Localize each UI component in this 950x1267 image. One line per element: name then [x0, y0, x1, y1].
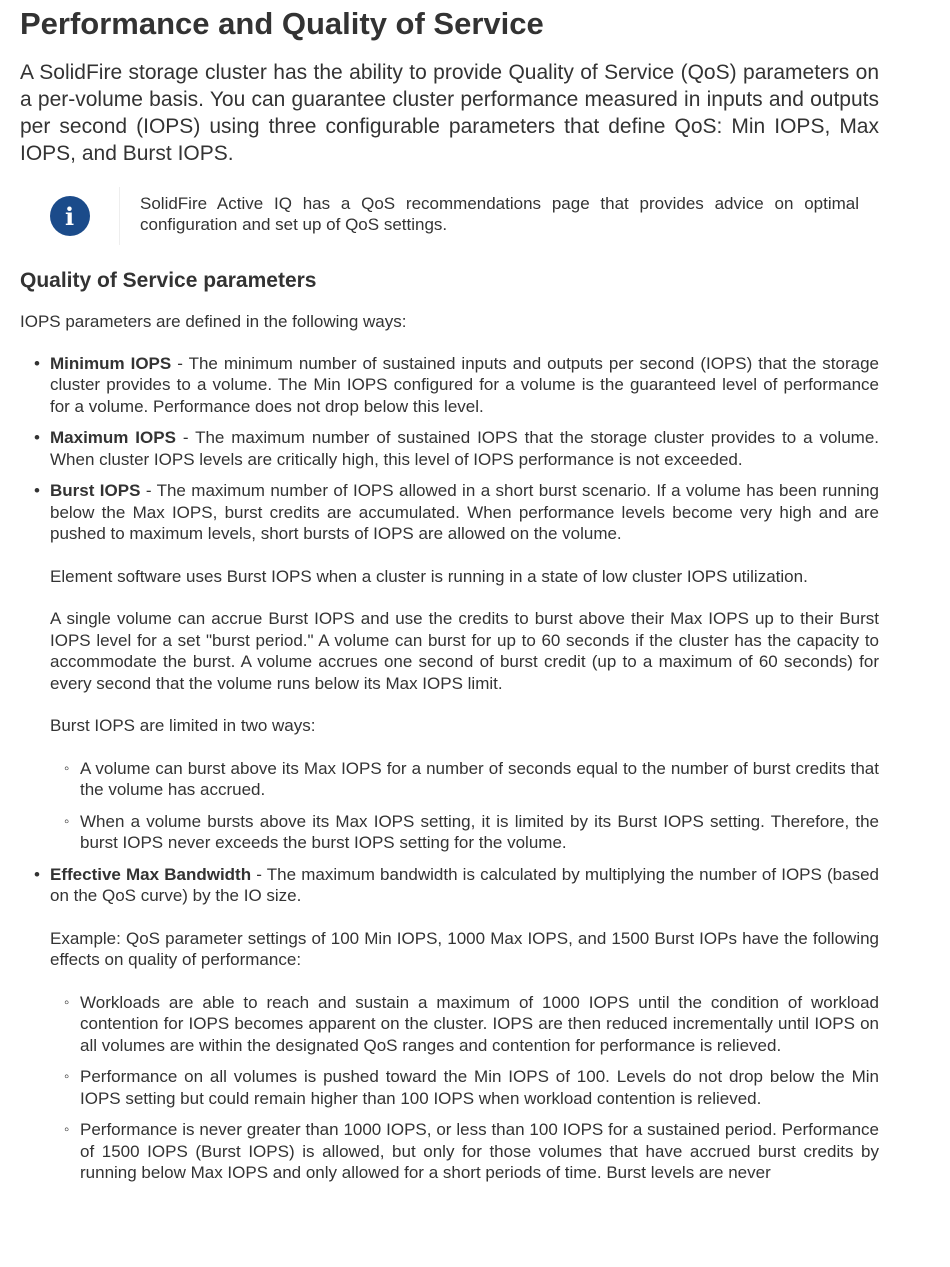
desc-minimum-iops: - The minimum number of sustained inputs and outputs per second (IOPS) that the storage cluster provides to a volume. The Min IOPS configured for a volume is the guaranteed level of performance for a volume. Performance does not drop below this level.	[50, 353, 879, 416]
sub-list-item: ◦ When a volume bursts above its Max IOPS setting, it is limited by its Burst IOPS setting. Therefore, the burst IOPS never exceeds the burst IOPS setting for the volume.	[50, 811, 879, 854]
desc-maximum-iops: - The maximum number of sustained IOPS that the storage cluster provides to a volume. When cluster IOPS levels are critically high, this level of IOPS performance is not exceeded.	[50, 428, 879, 469]
example-effects-list	[50, 992, 879, 1184]
burst-intro	[50, 480, 879, 545]
iops-parameter-list	[20, 353, 879, 1184]
sub-list-item: ◦ A volume can burst above its Max IOPS for a number of seconds equal to the number of burst credits that the volume has accrued.	[50, 758, 879, 801]
note-text: SolidFire Active IQ has a QoS recommendations page that provides advice on optimal configuration and set up of QoS settings.	[140, 194, 859, 234]
bandwidth-example: Example: QoS parameter settings of 100 Min IOPS, 1000 Max IOPS, and 1500 Burst IOPs have the following effects on quality of performance:	[50, 928, 879, 969]
sub-list-item: ◦ Performance on all volumes is pushed toward the Min IOPS of 100. Levels do not drop below the Min IOPS setting but could remain higher than 100 IOPS when workload contention is relieved.	[50, 1066, 879, 1109]
burst-paragraph-3: Burst IOPS are limited in two ways:	[50, 716, 316, 735]
list-item-burst-iops	[20, 480, 879, 854]
info-icon: i	[50, 196, 90, 236]
sub-list-item: ◦ Performance is never greater than 1000 IOPS, or less than 100 IOPS for a sustained period. Performance of 1500 IOPS (Burst IOPS) is allowed, but only for those volumes that have accrued burst credits by running below Max IOPS and only allowed for a short periods of time. Burst levels are never	[50, 1119, 879, 1184]
burst-paragraph-1: Element software uses Burst IOPS when a cluster is running in a state of low cluster IOPS utilization.	[50, 566, 808, 586]
section-intro: IOPS parameters are defined in the following ways:	[20, 312, 407, 331]
term-effective-max-bandwidth: Effective Max Bandwidth	[50, 864, 252, 884]
burst-paragraph-2: A single volume can accrue Burst IOPS and use the credits to burst above their Max IOPS up to their Burst IOPS level for a set "burst period." A volume can burst for up to 60 seconds if the cluster has the capacity to accommodate the burst. A volume accrues one second of burst credit (up to a maximum of 60 seconds) for every second that the volume runs below its Max IOPS limit.	[50, 609, 879, 693]
bandwidth-intro	[50, 864, 879, 907]
list-item-minimum-iops	[20, 353, 879, 418]
list-item-effective-max-bandwidth	[20, 864, 879, 1184]
desc-effective-max-bandwidth: - The maximum bandwidth is calculated by multiplying the number of IOPS (based on the QoS curve) by the IO size.	[50, 864, 879, 905]
term-minimum-iops: Minimum IOPS	[50, 353, 172, 373]
term-burst-iops: Burst IOPS	[50, 481, 141, 500]
sub-list-item: ◦ Workloads are able to reach and sustain a maximum of 1000 IOPS until the condition of workload contention for IOPS becomes apparent on the cluster. IOPS are then reduced incrementally until IOPS on all volumes are within the designated QoS ranges and contention for performance is relieved.	[50, 992, 879, 1057]
page-title: Performance and Quality of Service	[20, 6, 544, 41]
desc-burst-iops: - The maximum number of IOPS allowed in a short burst scenario. If a volume has been running below the Max IOPS, burst credits are accumulated. When performance levels become very high and are pushed to maximum levels, short bursts of IOPS are allowed on the volume.	[50, 481, 879, 543]
term-maximum-iops: Maximum IOPS	[50, 428, 176, 447]
info-note	[20, 187, 879, 245]
list-item-maximum-iops	[20, 427, 879, 470]
lead-paragraph: A SolidFire storage cluster has the ability to provide Quality of Service (QoS) parameters on a per-volume basis. You can guarantee cluster performance measured in inputs and outputs per second (IOPS) using three configurable parameters that define QoS: Min IOPS, Max IOPS, and Burst IOPS.	[20, 61, 879, 165]
burst-limits-list	[50, 758, 879, 854]
section-heading: Quality of Service parameters	[20, 269, 317, 292]
note-icon-cell	[20, 187, 120, 245]
